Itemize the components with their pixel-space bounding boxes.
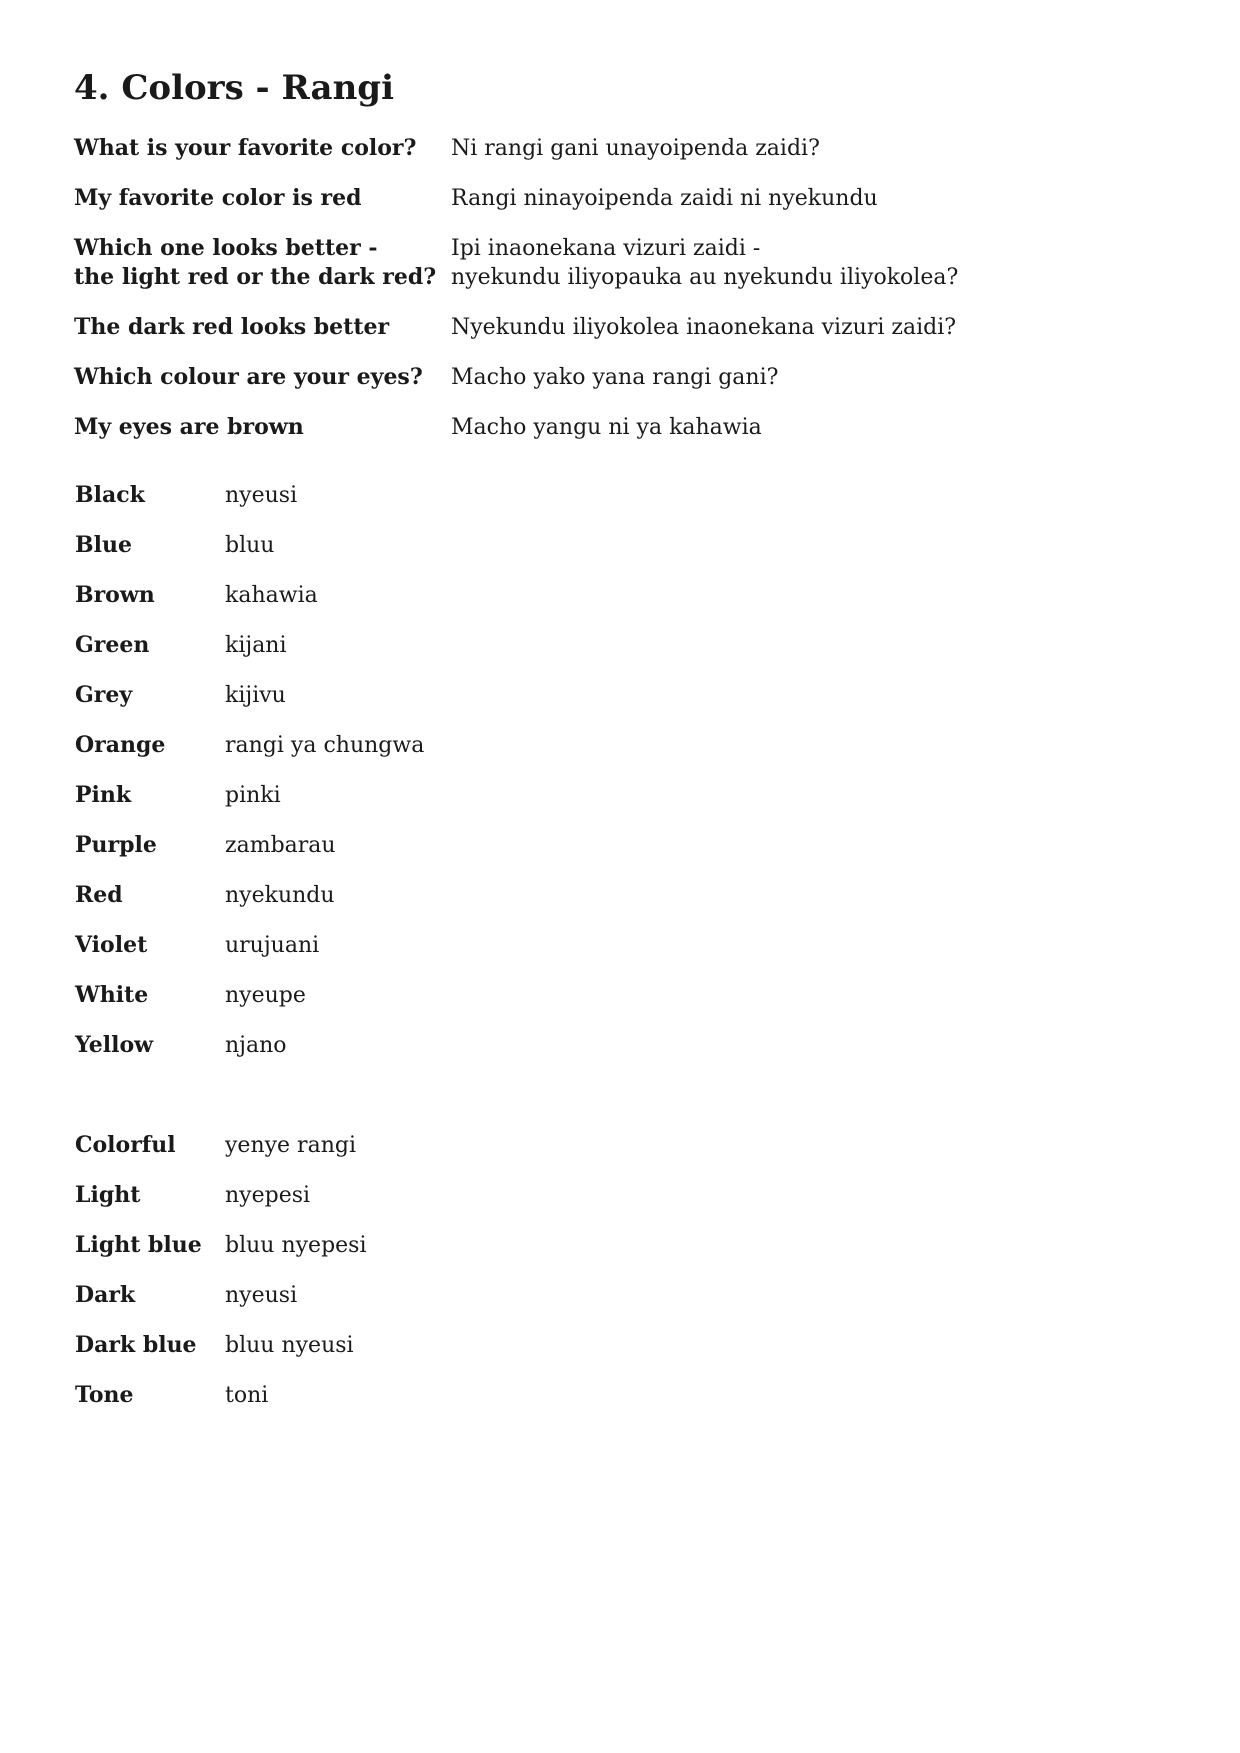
vocab-row (75, 631, 675, 681)
vocab-english: Yellow (75, 1032, 154, 1058)
phrase-english-line: The dark red looks better (74, 314, 390, 340)
vocab-english: Light blue (75, 1232, 202, 1258)
vocab-swahili: nyeusi (225, 483, 298, 508)
vocab-swahili: rangi ya chungwa (225, 733, 425, 758)
vocab-row (75, 981, 675, 1031)
vocab-row (75, 931, 675, 981)
vocab-swahili: njano (225, 1033, 287, 1058)
phrase-swahili-line: nyekundu iliyopauka au nyekundu iliyokolea? (451, 265, 959, 290)
color-modifier-list (75, 1131, 675, 1431)
vocab-row (75, 731, 675, 781)
vocab-row (75, 1281, 675, 1331)
vocab-row (75, 831, 675, 881)
phrase-row (74, 313, 1174, 342)
phrase-english-line: My eyes are brown (74, 414, 304, 440)
phrase-english (74, 134, 451, 163)
phrase-swahili-line: Ipi inaonekana vizuri zaidi - (451, 236, 761, 261)
vocab-row (75, 1131, 675, 1181)
vocab-row (75, 1231, 675, 1281)
phrase-swahili-line: Macho yangu ni ya kahawia (451, 415, 762, 440)
vocab-swahili: bluu nyeusi (225, 1333, 354, 1358)
phrase-swahili (451, 413, 762, 442)
vocab-swahili: nyekundu (225, 883, 335, 908)
vocab-english: Tone (75, 1382, 134, 1408)
vocab-swahili: pinki (225, 783, 281, 808)
vocab-english: Blue (75, 532, 132, 558)
vocab-english: Violet (75, 932, 148, 958)
phrase-english (74, 313, 451, 342)
vocab-english: White (75, 982, 149, 1008)
vocab-swahili: nyeupe (225, 983, 306, 1008)
phrase-swahili (451, 234, 958, 292)
vocab-row (75, 481, 675, 531)
vocab-row (75, 581, 675, 631)
vocab-english: Green (75, 632, 150, 658)
phrase-english (74, 363, 451, 392)
vocab-english: Brown (75, 582, 155, 608)
vocab-english: Pink (75, 782, 132, 808)
phrase-english-line: the light red or the dark red? (74, 264, 437, 290)
vocab-english: Dark blue (75, 1332, 197, 1358)
phrase-english-line: Which one looks better - (74, 235, 378, 261)
vocab-row (75, 531, 675, 581)
color-vocabulary-list (75, 481, 675, 1081)
phrase-row (74, 363, 1174, 392)
vocab-row (75, 1031, 675, 1081)
vocab-swahili: bluu (225, 533, 275, 558)
vocab-swahili: kijivu (225, 683, 286, 708)
vocab-english: Dark (75, 1282, 136, 1308)
phrase-english (74, 413, 451, 442)
phrase-swahili-line: Nyekundu iliyokolea inaonekana vizuri zaidi? (451, 315, 957, 340)
vocab-row (75, 881, 675, 931)
phrase-swahili-line: Rangi ninayoipenda zaidi ni nyekundu (451, 186, 878, 211)
vocab-row (75, 681, 675, 731)
vocab-english: Black (75, 482, 145, 508)
phrase-english (74, 234, 451, 292)
vocab-english: Light (75, 1182, 141, 1208)
vocab-swahili: kijani (225, 633, 287, 658)
vocab-row (75, 1381, 675, 1431)
phrase-row (74, 413, 1174, 442)
phrase-swahili (451, 184, 878, 213)
phrase-swahili (451, 313, 956, 342)
vocab-swahili: urujuani (225, 933, 320, 958)
page-title: 4. Colors - Rangi (74, 68, 394, 108)
vocab-english: Orange (75, 732, 166, 758)
vocab-row (75, 1331, 675, 1381)
phrase-english-line: What is your favorite color? (74, 135, 417, 161)
phrase-row (74, 134, 1174, 163)
vocab-swahili: kahawia (225, 583, 318, 608)
vocab-swahili: nyepesi (225, 1183, 311, 1208)
vocab-english: Grey (75, 682, 133, 708)
vocab-swahili: zambarau (225, 833, 336, 858)
phrase-english-line: My favorite color is red (74, 185, 362, 211)
vocab-row (75, 1181, 675, 1231)
vocab-swahili: nyeusi (225, 1283, 298, 1308)
vocab-row (75, 781, 675, 831)
phrase-swahili (451, 134, 820, 163)
phrase-list (74, 134, 1174, 463)
phrase-swahili (451, 363, 778, 392)
vocab-swahili: bluu nyepesi (225, 1233, 367, 1258)
vocab-swahili: toni (225, 1383, 269, 1408)
phrase-english (74, 184, 451, 213)
phrase-swahili-line: Ni rangi gani unayoipenda zaidi? (451, 136, 820, 161)
phrase-swahili-line: Macho yako yana rangi gani? (451, 365, 779, 390)
phrase-row (74, 234, 1174, 292)
phrase-english-line: Which colour are your eyes? (74, 364, 423, 390)
phrase-row (74, 184, 1174, 213)
vocab-english: Red (75, 882, 123, 908)
vocab-english: Purple (75, 832, 157, 858)
vocab-swahili: yenye rangi (225, 1133, 356, 1158)
vocab-english: Colorful (75, 1132, 176, 1158)
